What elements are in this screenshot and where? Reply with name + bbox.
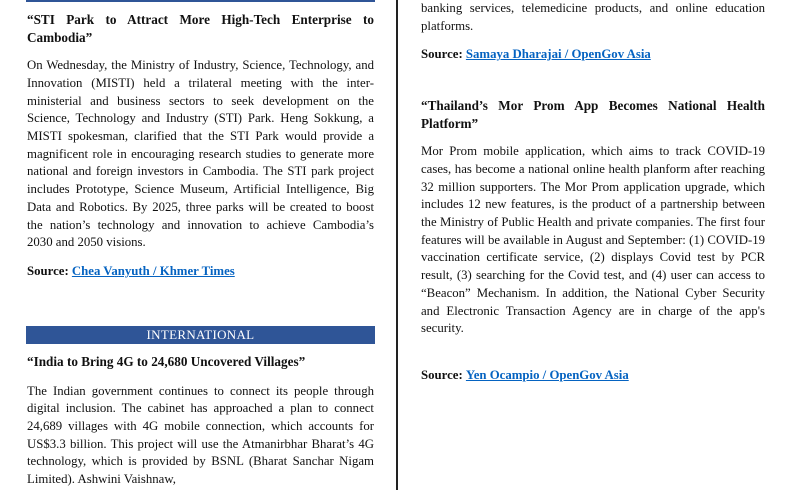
article-mor-prom: [421, 97, 765, 384]
article-continued: [421, 0, 765, 63]
article-sti-park: [27, 11, 374, 280]
article-source: [27, 263, 374, 280]
source-link[interactable]: Samaya Dharajai / OpenGov Asia: [465, 47, 651, 62]
section-header-international: INTERNATIONAL: [26, 326, 375, 344]
article-india-4g: [27, 353, 374, 489]
article-title: “Thailand’s Mor Prom App Becomes National Health Platform”: [421, 98, 765, 131]
article-title: “STI Park to Attract More High-Tech Enterprise to Cambodia”: [27, 12, 374, 45]
article-body-continued: banking services, telemedicine products, and online education platforms.: [421, 1, 765, 33]
source-label: Source:: [421, 47, 463, 62]
top-rule: [26, 0, 375, 2]
source-link[interactable]: Yen Ocampio / OpenGov Asia: [465, 367, 629, 382]
article-title: “India to Bring 4G to 24,680 Uncovered Villages”: [27, 354, 306, 369]
source-link[interactable]: Chea Vanyuth / Khmer Times: [71, 263, 235, 278]
article-body: Mor Prom mobile application, which aims to track COVID-19 cases, has become a national online health planform after reaching 32 million supporters. The Mor Prom application upgrade, which includes 12 new features, is the product of a partnership between the Ministry of Public Health and private companies. The first four features will be available in August and September: (1) COVID-19 vaccination certificate service, (2) displays Covid test by PCR result, (3) searching for the Covid test, and (4) user can access to “Beacon” Mechanism. In addition, the National Cyber Security and Electronic Transaction Agency are in charge of the app's security.: [421, 144, 765, 336]
article-source: [421, 367, 765, 384]
article-body: On Wednesday, the Ministry of Industry, Science, Technology, and Innovation (MISTI) held a trilateral meeting with the inter-ministerial and business sectors to seek development on the Science, Technology and Industry (STI) Park. Heng Sokkung, a MISTI spokesman, clarified that the STI Park would provide a magnificent role in encouraging research studies to generate more national and foreign investors in Cambodia. The STI park project includes Prototype, Science Museum, Artificial Intelligence, Big Data and Robotics. By 2025, three parks will be created to boost the nation’s technology and innovation to achieve Cambodia’s 2030 and 2050 visions.: [27, 58, 374, 250]
column-divider: [396, 0, 398, 490]
article-source: [421, 46, 765, 63]
source-label: Source:: [421, 367, 463, 382]
article-body: The Indian government continues to connect its people through digital inclusion. The cabinet has approached a plan to connect 24,689 villages with 4G mobile connection, which accounts for US$3.3 billion. This project will use the Atmanirbhar Bharat’s 4G technology, which is provided by BSNL (Bharat Sanchar Nigam Limited). Ashwini Vaishnaw,: [27, 383, 374, 487]
source-label: Source:: [27, 263, 69, 278]
